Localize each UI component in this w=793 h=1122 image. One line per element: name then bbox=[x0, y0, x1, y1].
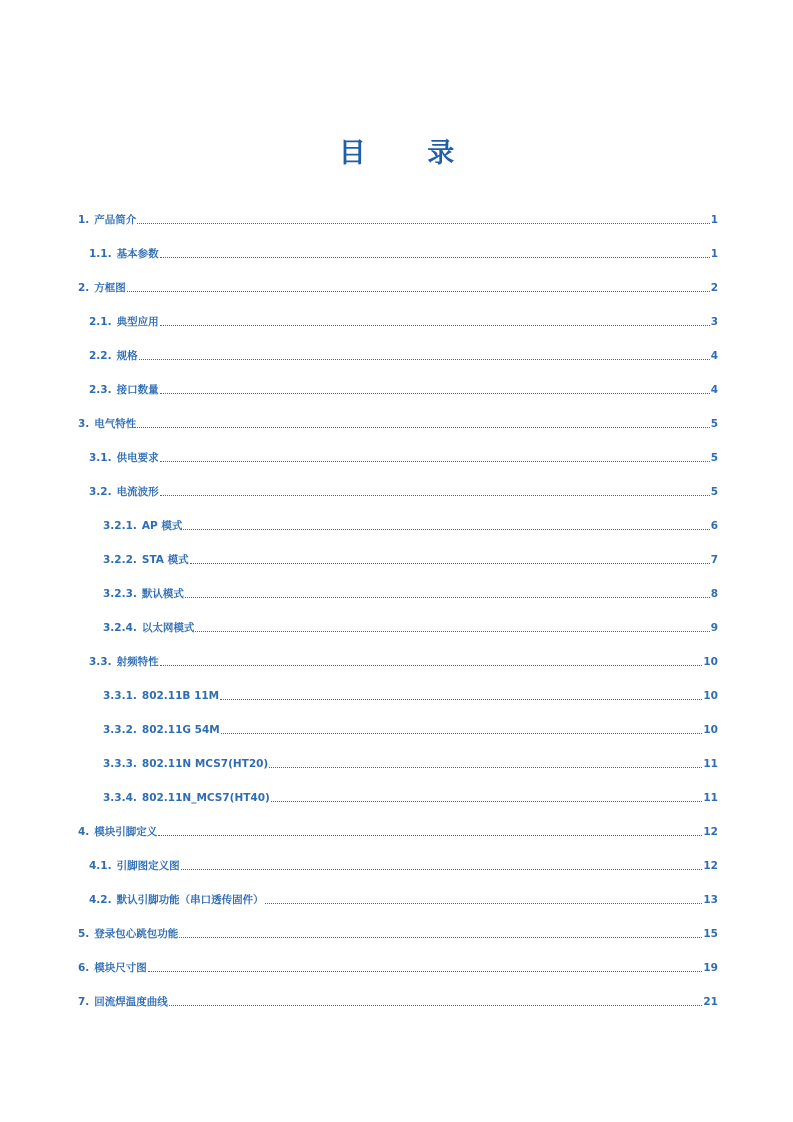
toc-leader-dots bbox=[137, 223, 709, 224]
toc-entry-page: 19 bbox=[703, 962, 718, 974]
toc-entry-label: 802.11B 11M bbox=[141, 690, 220, 702]
toc-entry-label: 回流焊温度曲线 bbox=[94, 996, 168, 1008]
toc-entry[interactable] bbox=[78, 477, 718, 511]
toc-entry-number: 5. bbox=[78, 928, 90, 940]
toc-entry-page: 12 bbox=[703, 860, 718, 872]
toc-entry-number: 3.3.1. bbox=[103, 690, 137, 702]
toc-entry-label: 默认模式 bbox=[141, 588, 184, 600]
toc-entry[interactable] bbox=[78, 341, 718, 375]
toc-leader-dots bbox=[271, 801, 703, 802]
toc-entry-number: 3.2.4. bbox=[103, 622, 137, 634]
toc-entry-label: AP 模式 bbox=[141, 520, 183, 532]
toc-entry-page: 15 bbox=[703, 928, 718, 940]
toc-leader-dots bbox=[160, 461, 710, 462]
toc-entry[interactable] bbox=[78, 919, 718, 953]
toc-leader-dots bbox=[160, 325, 710, 326]
toc-entry-page: 1 bbox=[710, 248, 718, 260]
toc-entry-page: 10 bbox=[703, 690, 718, 702]
toc-entry-page: 8 bbox=[710, 588, 718, 600]
toc-entry-page: 5 bbox=[710, 452, 718, 464]
toc-entry-page: 5 bbox=[710, 418, 718, 430]
toc-leader-dots bbox=[220, 699, 702, 700]
toc-entry-page: 2 bbox=[710, 282, 718, 294]
toc-entry-number: 1.1. bbox=[89, 248, 112, 260]
toc-leader-dots bbox=[195, 631, 709, 632]
toc-entry-page: 1 bbox=[710, 214, 718, 226]
toc-entry-number: 4. bbox=[78, 826, 90, 838]
toc-entry-page: 3 bbox=[710, 316, 718, 328]
toc-leader-dots bbox=[190, 563, 710, 564]
toc-entry-label: 射频特性 bbox=[116, 656, 159, 668]
toc-leader-dots bbox=[265, 903, 703, 904]
toc-entry-label: 802.11N MCS7(HT20) bbox=[141, 758, 269, 770]
toc-entry-label: 电气特性 bbox=[94, 418, 137, 430]
toc-entry-number: 3.1. bbox=[89, 452, 112, 464]
toc-entry-label: 登录包心跳包功能 bbox=[94, 928, 179, 940]
toc-entry-number: 4.1. bbox=[89, 860, 112, 872]
toc-entry-label: 接口数量 bbox=[116, 384, 159, 396]
toc-entry-number: 3.2.1. bbox=[103, 520, 137, 532]
toc-leader-dots bbox=[160, 393, 710, 394]
toc-entry-label: 802.11G 54M bbox=[141, 724, 220, 736]
toc-leader-dots bbox=[160, 665, 703, 666]
toc-entry-page: 10 bbox=[703, 724, 718, 736]
toc-entry-number: 3.2. bbox=[89, 486, 112, 498]
toc-entry[interactable] bbox=[78, 783, 718, 817]
toc-entry-number: 7. bbox=[78, 996, 90, 1008]
toc-entry-page: 5 bbox=[710, 486, 718, 498]
toc-entry[interactable] bbox=[78, 681, 718, 715]
toc-entry-label: 典型应用 bbox=[116, 316, 159, 328]
toc-entry[interactable] bbox=[78, 987, 718, 1021]
toc-entry[interactable] bbox=[78, 205, 718, 239]
toc-entry[interactable] bbox=[78, 851, 718, 885]
toc-entry[interactable] bbox=[78, 715, 718, 749]
toc-leader-dots bbox=[179, 937, 702, 938]
toc-entry-number: 2.3. bbox=[89, 384, 112, 396]
toc-entry[interactable] bbox=[78, 953, 718, 987]
toc-entry-number: 1. bbox=[78, 214, 90, 226]
toc-leader-dots bbox=[139, 359, 710, 360]
toc-entry-number: 3.2.3. bbox=[103, 588, 137, 600]
toc-entry[interactable] bbox=[78, 647, 718, 681]
toc-entry-label: 供电要求 bbox=[116, 452, 159, 464]
toc-entry-page: 13 bbox=[703, 894, 718, 906]
toc-entry-label: 产品简介 bbox=[94, 214, 137, 226]
toc-entry[interactable] bbox=[78, 239, 718, 273]
toc-entry[interactable] bbox=[78, 511, 718, 545]
toc-title: 目 录 bbox=[338, 138, 481, 169]
toc-entry-page: 7 bbox=[710, 554, 718, 566]
toc-entry-number: 3.3.2. bbox=[103, 724, 137, 736]
toc-entry-label: 802.11N_MCS7(HT40) bbox=[141, 792, 270, 804]
toc-entry-number: 6. bbox=[78, 962, 90, 974]
toc-leader-dots bbox=[160, 495, 710, 496]
toc-leader-dots bbox=[183, 529, 709, 530]
toc-entry-number: 2.2. bbox=[89, 350, 112, 362]
toc-entry[interactable] bbox=[78, 273, 718, 307]
toc-entry[interactable] bbox=[78, 307, 718, 341]
toc-leader-dots bbox=[127, 291, 710, 292]
toc-entry[interactable] bbox=[78, 375, 718, 409]
toc-entry-label: 模块尺寸图 bbox=[94, 962, 147, 974]
toc-leader-dots bbox=[160, 257, 710, 258]
toc-leader-dots bbox=[158, 835, 702, 836]
toc-entry[interactable] bbox=[78, 613, 718, 647]
toc-entry[interactable] bbox=[78, 579, 718, 613]
toc-entry[interactable] bbox=[78, 749, 718, 783]
toc-entry[interactable] bbox=[78, 545, 718, 579]
toc-entry-label: 以太网模式 bbox=[141, 622, 195, 634]
toc-entry[interactable] bbox=[78, 817, 718, 851]
toc-leader-dots bbox=[185, 597, 710, 598]
toc-entry-label: 模块引脚定义 bbox=[94, 826, 158, 838]
toc-entry-number: 2. bbox=[78, 282, 90, 294]
toc-entry-number: 3.3. bbox=[89, 656, 112, 668]
toc-entry-label: 默认引脚功能（串口透传固件） bbox=[116, 894, 264, 906]
toc-entry-label: 基本参数 bbox=[116, 248, 159, 260]
toc-list bbox=[78, 205, 718, 1021]
toc-entry[interactable] bbox=[78, 885, 718, 919]
toc-leader-dots bbox=[169, 1005, 703, 1006]
toc-entry-number: 3.3.3. bbox=[103, 758, 137, 770]
toc-entry[interactable] bbox=[78, 409, 718, 443]
toc-entry-label: STA 模式 bbox=[141, 554, 189, 566]
toc-entry-label: 规格 bbox=[116, 350, 138, 362]
toc-entry-page: 21 bbox=[703, 996, 718, 1008]
toc-leader-dots bbox=[137, 427, 709, 428]
toc-leader-dots bbox=[221, 733, 703, 734]
toc-entry-page: 12 bbox=[703, 826, 718, 838]
toc-leader-dots bbox=[181, 869, 703, 870]
toc-entry-page: 4 bbox=[710, 384, 718, 396]
toc-entry-number: 3. bbox=[78, 418, 90, 430]
toc-entry-number: 2.1. bbox=[89, 316, 112, 328]
toc-entry-page: 9 bbox=[710, 622, 718, 634]
toc-entry-page: 11 bbox=[703, 758, 718, 770]
toc-entry-page: 6 bbox=[710, 520, 718, 532]
toc-leader-dots bbox=[269, 767, 702, 768]
toc-entry[interactable] bbox=[78, 443, 718, 477]
toc-entry-label: 电流波形 bbox=[116, 486, 159, 498]
toc-entry-page: 10 bbox=[703, 656, 718, 668]
toc-entry-label: 引脚图定义图 bbox=[116, 860, 180, 872]
toc-entry-label: 方框图 bbox=[94, 282, 126, 294]
toc-entry-number: 3.3.4. bbox=[103, 792, 137, 804]
toc-entry-number: 3.2.2. bbox=[103, 554, 137, 566]
toc-leader-dots bbox=[148, 971, 703, 972]
toc-entry-page: 11 bbox=[703, 792, 718, 804]
toc-entry-page: 4 bbox=[710, 350, 718, 362]
toc-entry-number: 4.2. bbox=[89, 894, 112, 906]
